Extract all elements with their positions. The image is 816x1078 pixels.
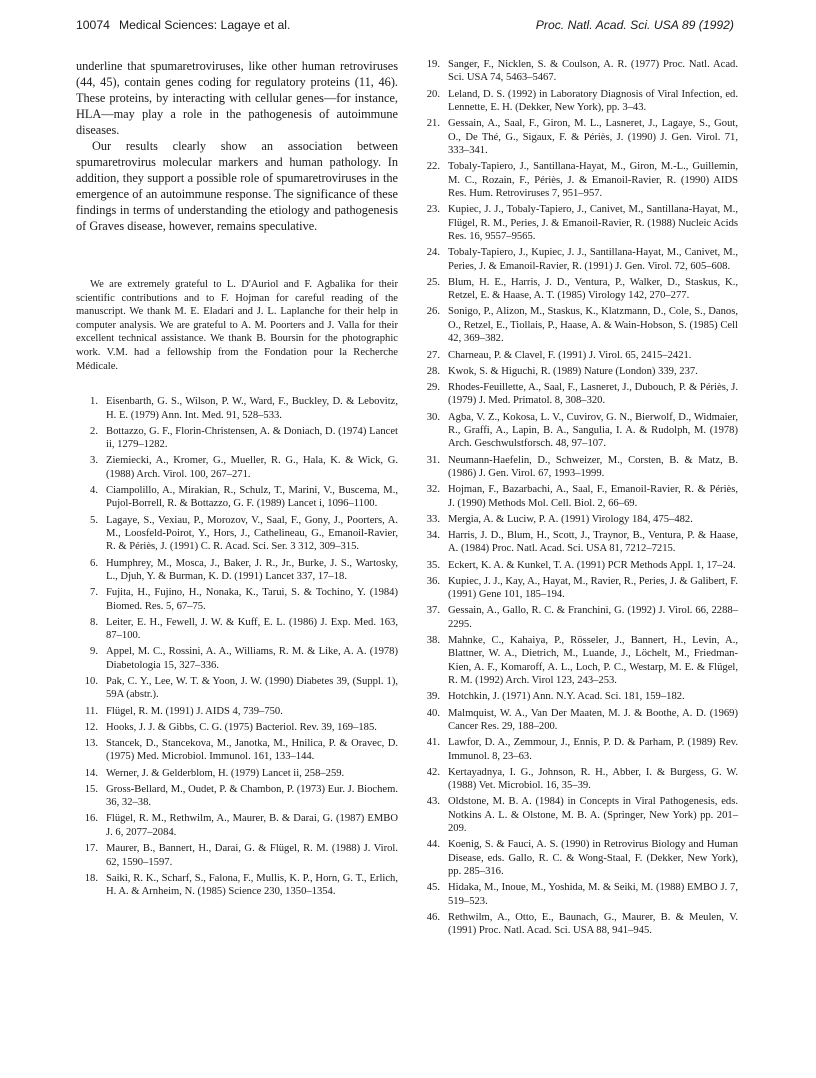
right-column: [418, 58, 738, 941]
reference-text: Agba, V. Z., Kokosa, L. V., Cuvirov, G. N., Bierwolf, D., Widmaier, R., Graffi, A., Lapin, B. A., Sangulia, I. A. & Rudolph, M. (1978) Arch. Geschwulstforsch. 48, 97–107.: [448, 411, 738, 450]
reference-item: [418, 838, 738, 878]
reference-number: 27.: [426, 349, 440, 361]
reference-item: [418, 381, 738, 408]
reference-number: 38.: [426, 634, 440, 646]
reference-number: 4.: [90, 484, 98, 496]
reference-item: [418, 766, 738, 793]
reference-number: 11.: [85, 705, 98, 717]
reference-text: Tobaly-Tapiero, J., Santillana-Hayat, M., Giron, M.-L., Guillemin, M. C., Rozain, F., Périès, J. & Emanoil-Ravier, R. (1990) AIDS Res. Hum. Retroviruses 7, 951–957.: [448, 161, 738, 200]
reference-text: Kupiec, J. J., Tobaly-Tapiero, J., Canivet, M., Santillana-Hayat, M., Flügel, R. M., Peries, J. & Emanoil-Ravier, R. (1988) Nucleic Acids Res. 16, 9557–9565.: [448, 204, 738, 243]
reference-text: Malmquist, W. A., Van Der Maaten, M. J. & Boothe, A. D. (1969) Cancer Res. 29, 188–200.: [448, 707, 738, 733]
reference-number: 43.: [426, 796, 440, 808]
reference-number: 12.: [84, 721, 98, 733]
reference-text: Neumann-Haefelin, D., Schweizer, M., Corsten, B. & Matz, B. (1986) J. Gen. Virol. 67, 1993–1999.: [448, 454, 738, 479]
reference-text: Humphrey, M., Mosca, J., Baker, J. R., Jr., Burke, J. S., Wartosky, L., Djuh, Y. & Burman, K. D. (1991) Lancet 337, 17–18.: [106, 557, 398, 583]
header-left: [76, 18, 290, 33]
reference-item: [418, 276, 738, 303]
reference-text: Lawfor, D. A., Zemmour, J., Ennis, P. D. & Parham, P. (1989) Rev. Immunol. 8, 23–63.: [448, 737, 738, 762]
reference-text: Leiter, E. H., Fewell, J. W. & Kuff, E. L. (1986) J. Exp. Med. 163, 87–100.: [106, 616, 398, 642]
reference-text: Maurer, B., Bannert, H., Darai, G. & Flügel, R. M. (1988) J. Virol. 62, 1590–1597.: [106, 843, 398, 868]
reference-item: [418, 246, 738, 273]
reference-text: Kupiec, J. J., Kay, A., Hayat, M., Ravier, R., Peries, J. & Galibert, F. (1991) Gene 101, 185–194.: [448, 575, 738, 601]
reference-number: 23.: [426, 204, 440, 216]
reference-number: 14.: [84, 767, 98, 779]
reference-item: [418, 411, 738, 451]
reference-text: Saiki, R. K., Scharf, S., Falona, F., Mullis, K. P., Horn, G. T., Erlich, H. A. & Arnheim, N. (1985) Science 230, 1350–1354.: [106, 872, 398, 898]
reference-text: Gessain, A., Saal, F., Giron, M. L., Lasneret, J., Lagaye, S., Gout, O., De Thé, G., Sigaux, F. & Périès, J. (1990) J. Gen. Virol. 71, 333–341.: [448, 118, 738, 157]
reference-item: [418, 795, 738, 835]
reference-item: [76, 872, 398, 899]
journal-citation: Proc. Natl. Acad. Sci. USA 89 (1992): [535, 18, 734, 32]
reference-item: [418, 529, 738, 556]
reference-item: [418, 349, 738, 362]
reference-number: 20.: [426, 88, 440, 100]
reference-text: Gross-Bellard, M., Oudet, P. & Chambon, P. (1973) Eur. J. Biochem. 36, 32–38.: [106, 783, 398, 809]
reference-item: [418, 483, 738, 510]
section-title: Medical Sciences: Lagaye et al.: [118, 18, 291, 32]
reference-number: 5.: [90, 514, 98, 526]
reference-item: [76, 842, 398, 869]
reference-text: Eisenbarth, G. S., Wilson, P. W., Ward, F., Buckley, D. & Lebovitz, H. E. (1979) Ann. Int. Med. 91, 528–533.: [106, 396, 398, 421]
reference-number: 41.: [426, 737, 440, 749]
reference-item: [76, 454, 398, 481]
reference-item: [418, 559, 738, 572]
reference-text: Ziemiecki, A., Kromer, G., Mueller, R. G., Hala, K. & Wick, G. (1988) Arch. Virol. 100, 267–271.: [106, 455, 398, 480]
reference-text: Flügel, R. M. (1991) J. AIDS 4, 739–750.: [106, 705, 283, 717]
reference-item: [76, 721, 398, 734]
body-paragraph-1: underline that spumaretroviruses, like other human retroviruses (44, 45), contain genes coding for regulatory proteins (11, 46). These proteins, by interacting with cellular genes—for instance, HLA—may play a role in the pathogenesis of autoimmune diseases.: [76, 59, 398, 137]
reference-item: [418, 117, 738, 157]
reference-text: Rhodes-Feuillette, A., Saal, F., Lasneret, J., Dubouch, P. & Périès, J. (1979) J. Med. Primatol. 8, 308–320.: [448, 381, 738, 407]
reference-item: [418, 604, 738, 631]
page-number: 10074: [76, 18, 110, 32]
reference-number: 17.: [84, 843, 98, 855]
reference-number: 35.: [426, 559, 440, 571]
reference-number: 8.: [90, 616, 98, 628]
reference-number: 42.: [426, 766, 440, 778]
reference-number: 40.: [426, 707, 440, 719]
reference-number: 37.: [426, 605, 440, 617]
reference-item: [418, 634, 738, 688]
reference-item: [418, 690, 738, 703]
reference-text: Mergia, A. & Luciw, P. A. (1991) Virology 184, 475–482.: [448, 513, 693, 525]
reference-number: 22.: [426, 161, 440, 173]
reference-number: 45.: [426, 882, 440, 894]
reference-text: Mahnke, C., Kahaiya, P., Rösseler, J., Bannert, H., Levin, A., Blattner, W. A., Dietrich, M., Luande, J., Löchelt, M., Friedman-Kien, A. F., Komaroff, A. L., Loch, P. C., Westarp, M. E. & Flügel, R. M. (1992) Arch. Virol 123, 243–253.: [448, 634, 738, 687]
reference-text: Fujita, H., Fujino, H., Nonaka, K., Tarui, S. & Tochino, Y. (1984) Biomed. Res. 5, 67–75.: [106, 587, 398, 612]
reference-text: Bottazzo, G. F., Florin-Christensen, A. & Doniach, D. (1974) Lancet ii, 1279–1282.: [106, 425, 398, 451]
reference-text: Flügel, R. M., Rethwilm, A., Maurer, B. & Darai, G. (1987) EMBO J. 6, 2077–2084.: [106, 813, 398, 838]
reference-number: 3.: [90, 455, 98, 467]
reference-number: 46.: [426, 912, 440, 924]
reference-number: 39.: [426, 691, 440, 703]
reference-item: [418, 911, 738, 938]
reference-number: 28.: [426, 365, 440, 377]
reference-number: 31.: [426, 454, 440, 466]
reference-item: [418, 881, 738, 908]
reference-text: Ciampolillo, A., Mirakian, R., Schulz, T., Marini, V., Buscema, M., Pujol-Borrell, R. & Bottazzo, G. F. (1989) Lancet i, 1096–1100.: [106, 484, 398, 510]
reference-number: 25.: [426, 276, 440, 288]
reference-number: 32.: [426, 484, 440, 496]
reference-number: 21.: [426, 118, 440, 130]
reference-number: 19.: [426, 59, 440, 70]
reference-number: 10.: [84, 676, 98, 688]
reference-item: [418, 365, 738, 378]
reference-text: Gessain, A., Gallo, R. C. & Franchini, G. (1992) J. Virol. 66, 2288–2295.: [448, 605, 738, 630]
reference-number: 34.: [426, 529, 440, 541]
reference-list-left: [76, 395, 398, 898]
reference-text: Tobaly-Tapiero, J., Kupiec, J. J., Santillana-Hayat, M., Canivet, M., Peries, J. & Emanoil-Ravier, R. (1991) J. Gen. Virol. 72, 605–608.: [448, 247, 738, 272]
reference-item: [418, 736, 738, 763]
reference-text: Eckert, K. A. & Kunkel, T. A. (1991) PCR Methods Appl. 1, 17–24.: [448, 559, 736, 571]
reference-number: 26.: [426, 306, 440, 318]
reference-number: 16.: [84, 813, 98, 825]
reference-text: Kwok, S. & Higuchi, R. (1989) Nature (London) 339, 237.: [448, 365, 698, 377]
reference-text: Hooks, J. J. & Gibbs, C. G. (1975) Bacteriol. Rev. 39, 169–185.: [106, 721, 377, 733]
reference-item: [418, 513, 738, 526]
reference-text: Rethwilm, A., Otto, E., Baunach, G., Maurer, B. & Meulen, V. (1991) Proc. Natl. Acad. Sci. USA 88, 941–945.: [448, 912, 738, 937]
reference-item: [76, 705, 398, 718]
reference-item: [418, 160, 738, 200]
reference-text: Pak, C. Y., Lee, W. T. & Yoon, J. W. (1990) Diabetes 39, (Suppl. 1), 59A (abstr.).: [106, 676, 398, 701]
reference-item: [418, 203, 738, 243]
reference-text: Charneau, P. & Clavel, F. (1991) J. Virol. 65, 2415–2421.: [448, 349, 692, 361]
acknowledgment: We are extremely grateful to L. D'Auriol and F. Agbalika for their scientific contributions and to F. Hojman for careful reading of the manuscript. We thank M. E. Eladari and J. L. Laplanche for their help in computer analysis. We are grateful to A. M. Poorters and J. Valla for their excellent technical assistance. We thank B. Boursin for the photographic work. V.M. had a fellowship from the Fondation pour la Recherche Médicale.: [76, 279, 398, 372]
reference-text: Leland, D. S. (1992) in Laboratory Diagnosis of Viral Infection, ed. Lennette, E. H. (Dekker, New York), pp. 3–43.: [448, 88, 738, 114]
reference-number: 2.: [90, 425, 98, 437]
reference-text: Sanger, F., Nicklen, S. & Coulson, A. R. (1977) Proc. Natl. Acad. Sci. USA 74, 5463–5467.: [448, 59, 738, 84]
reference-item: [76, 586, 398, 613]
reference-number: 44.: [426, 839, 440, 851]
reference-text: Hojman, F., Bazarbachi, A., Saal, F., Emanoil-Ravier, R. & Périès, J. (1990) Methods Mol. Cell. Biol. 2, 66–69.: [448, 484, 738, 509]
reference-item: [76, 514, 398, 554]
reference-text: Koenig, S. & Fauci, A. S. (1990) in Retrovirus Biology and Human Disease, eds. Gallo, R. C. & Wong-Staal, F. (Dekker, New York), pp. 285–316.: [448, 839, 738, 878]
reference-item: [76, 395, 398, 422]
reference-text: Kertayadnya, I. G., Johnson, R. H., Abber, I. & Burgess, G. W. (1988) Vet. Microbiol. 16, 35–39.: [448, 766, 738, 792]
reference-item: [76, 675, 398, 702]
reference-number: 18.: [84, 872, 98, 884]
reference-item: [76, 425, 398, 452]
reference-item: [418, 305, 738, 345]
reference-text: Blum, H. E., Harris, J. D., Ventura, P., Walker, D., Staskus, K., Retzel, E. & Haase, A. T. (1985) Virology 142, 270–277.: [448, 276, 738, 302]
reference-text: Harris, J. D., Blum, H., Scott, J., Traynor, B., Ventura, P. & Haase, A. (1984) Proc. Natl. Acad. Sci. USA 81, 7212–7215.: [448, 529, 738, 555]
reference-item: [76, 737, 398, 764]
reference-item: [418, 454, 738, 481]
reference-text: Hidaka, M., Inoue, M., Yoshida, M. & Seiki, M. (1988) EMBO J. 7, 519–523.: [448, 882, 738, 907]
reference-item: [76, 767, 398, 780]
reference-number: 13.: [84, 738, 98, 750]
body-paragraph-2: Our results clearly show an association between spumaretrovirus molecular markers and human pathology. In addition, they support a possible role of spumaretroviruses in the emergence of an autoimmune response. The significance of these findings in terms of understanding the etiology and pathogenesis of Graves disease, however, remains speculative.: [76, 139, 398, 233]
reference-list-right: [418, 58, 738, 938]
reference-text: Hotchkin, J. (1971) Ann. N.Y. Acad. Sci. 181, 159–182.: [448, 691, 685, 703]
reference-text: Stancek, D., Stancekova, M., Janotka, M., Hnilica, P. & Oravec, D. (1975) Med. Microbiol. Immunol. 161, 133–144.: [106, 738, 398, 763]
left-column: [76, 58, 398, 901]
reference-text: Werner, J. & Gelderblom, H. (1979) Lancet ii, 258–259.: [106, 767, 345, 779]
reference-number: 1.: [90, 396, 98, 408]
reference-number: 6.: [90, 557, 98, 569]
reference-number: 7.: [90, 587, 98, 599]
reference-text: Sonigo, P., Alizon, M., Staskus, K., Klatzmann, D., Cole, S., Danos, O., Retzel, E., Tiollais, P., Haase, A. & Wain-Hobson, S. (1985) Cell 42, 369–382.: [448, 306, 738, 345]
reference-item: [76, 812, 398, 839]
running-header: [76, 18, 734, 38]
reference-item: [418, 575, 738, 602]
reference-text: Appel, M. C., Rossini, A. A., Williams, R. M. & Like, A. A. (1978) Diabetologia 15, 327–336.: [106, 646, 398, 671]
reference-item: [76, 484, 398, 511]
reference-item: [76, 783, 398, 810]
reference-item: [76, 645, 398, 672]
reference-number: 24.: [426, 247, 440, 259]
reference-number: 33.: [426, 513, 440, 525]
reference-item: [418, 707, 738, 734]
reference-number: 36.: [426, 575, 440, 587]
reference-item: [76, 557, 398, 584]
reference-number: 29.: [426, 381, 440, 393]
reference-item: [418, 58, 738, 85]
reference-number: 15.: [84, 783, 98, 795]
reference-text: Lagaye, S., Vexiau, P., Morozov, V., Saal, F., Gony, J., Poorters, A. M., Loosfeld-Poirot, Y., Hors, J., Cathelineau, G., Emanoil-Ravier, R. & Périès, J. (1991) C. R. Acad. Sci. Ser. 3 312, 309–315.: [106, 514, 398, 553]
reference-number: 30.: [426, 411, 440, 423]
reference-number: 9.: [90, 646, 98, 658]
reference-item: [76, 616, 398, 643]
reference-text: Oldstone, M. B. A. (1984) in Concepts in Viral Pathogenesis, eds. Notkins A. L. & Olstone, M. B. A. (Springer, New York) pp. 201–209.: [448, 796, 738, 835]
reference-item: [418, 88, 738, 115]
